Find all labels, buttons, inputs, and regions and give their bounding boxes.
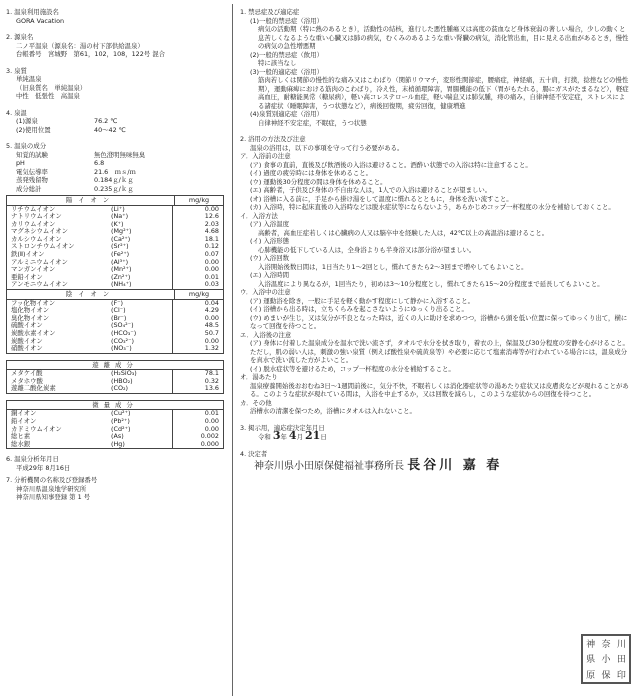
decider-office: 神奈川県小田原保健福祉事務所長 (254, 461, 404, 472)
ion-value: 50.7 (172, 330, 223, 338)
ion-value: 4.68 (172, 228, 223, 236)
column-divider (232, 4, 233, 696)
bathing-text: 浴槽水の清潔を保つため，浴槽にタオルは入れないこと。 (250, 407, 416, 415)
ion-name: 銅イオン (11, 409, 37, 418)
property-value: 0.184ｇ/ｋｇ (94, 176, 134, 184)
subsection-text: 病気の活動期（特に熱のあるとき），活動性の結核，進行した悪性腫瘍又は高度の貧血など身体衰弱の著しい場合，少しの動くと息苦しくなるような重い心臓又は肺の病気，むくみのあるような重い腎臓の病気，消化管出血，目に見える出血があるとき，慢性の病気の急性増悪期 (258, 25, 629, 50)
subsection-title: (4)泉質別適応症（浴用） (250, 110, 323, 118)
property-list (6, 151, 224, 194)
ion-name: 硫酸イオン (11, 321, 43, 330)
seal-character: 保 (601, 670, 611, 681)
ion-formula: (Mn²⁺) (111, 265, 132, 274)
ion-value: 0.002 (172, 433, 223, 441)
property-row (6, 176, 224, 185)
analysis-date: 平成29年 8月16日 (16, 463, 71, 472)
decider-name: 長谷川 嘉 春 (407, 458, 503, 473)
ion-value: 0.00 (172, 206, 223, 214)
ion-value: 2.03 (172, 221, 223, 229)
ion-formula: (Na⁺) (111, 212, 129, 221)
ion-value: 0.01 (172, 410, 223, 418)
source-name: 二ノ平温泉（源泉名：湯の村下部供給温泉） (16, 41, 144, 50)
ion-name: 炭酸イオン (11, 336, 43, 345)
bathing-method-section (240, 135, 630, 416)
bathing-item: (ウ) 入浴回数 (250, 254, 289, 262)
seal-character: 印 (616, 670, 626, 681)
ion-value: 1.32 (172, 345, 223, 353)
ion-name: ストロンチウムイオン (11, 242, 75, 251)
ion-name: マグネシウムイオン (11, 227, 69, 236)
subsection-text: 特に該当なし (258, 59, 297, 67)
lab-registration: 神奈川県知事登録 第 1 号 (16, 493, 91, 502)
bathing-item: (イ) 過度の疲労時には身体を休めること。 (250, 169, 373, 177)
subsection-text: 自律神経不安定症，不眠症，うつ状態 (258, 118, 367, 127)
composition-section (6, 142, 224, 449)
bathing-text: 高齢者，高血圧症若しくは心臓病の人又は脳卒中を経験した人は，42℃以上の高温浴は避けること。 (258, 228, 549, 237)
ion-name: 遊離二酸化炭素 (11, 384, 56, 393)
ion-value: 0.00 (172, 338, 223, 346)
table-unit: mg/kg (188, 290, 210, 299)
bathing-heading: エ．入浴後の注意 (240, 330, 292, 339)
ion-name: アルミニウムイオン (11, 257, 68, 266)
date-unit: 日 (320, 433, 327, 441)
bathing-heading: カ．その他 (240, 398, 272, 407)
seal-character: 川 (616, 640, 626, 651)
ion-formula: (Sr²⁺) (111, 242, 129, 251)
property-row (6, 159, 224, 168)
ion-name: 総水銀 (11, 439, 31, 448)
bathing-item: (イ) 入浴形態 (250, 237, 289, 245)
ion-formula: (Mg²⁺) (111, 227, 132, 236)
ion-name: 総ヒ素 (11, 432, 31, 441)
indications-section (240, 8, 630, 127)
ion-name: メタホウ酸 (11, 376, 43, 385)
decider-section (240, 450, 630, 472)
quality-line: 中性 低張性 高温泉 (16, 92, 80, 100)
official-seal (581, 634, 631, 684)
subsection-title: (1)一般的禁忌症（浴用） (250, 16, 323, 25)
ion-name: リチウムイオン (11, 204, 56, 213)
ion-name: フッ化物イオン (11, 298, 56, 307)
ion-value: 0.01 (172, 274, 223, 282)
facility-title: 1. 温泉利用施設名 (6, 8, 59, 16)
bathing-title: 2. 浴用の方法及び注意 (240, 135, 306, 143)
property-value: 6.8 (94, 159, 105, 167)
source-section (6, 33, 224, 59)
temperature-section (6, 109, 224, 135)
table-row (7, 385, 223, 393)
bathing-intro: 温泉の浴用は，以下の事項を守って行う必要がある。 (250, 143, 404, 152)
ion-formula: (CO₃²⁻) (111, 336, 134, 345)
ion-name: カドミウムイオン (11, 424, 62, 433)
bathing-heading: ウ．入浴中の注意 (240, 288, 291, 296)
facility-name: GORA Vacation (16, 16, 65, 25)
analysis-date-title: 6. 温泉分析年月日 (6, 455, 59, 464)
property-row (6, 151, 224, 160)
date-year: 3 (272, 429, 281, 442)
table-header: 陽イオン (7, 196, 175, 205)
ion-name: 炭酸水素イオン (11, 328, 56, 337)
ion-value: 4.29 (172, 307, 223, 315)
decision-date-title: 3. 掲示用，適応症決定年月日 (240, 423, 325, 432)
table-row (7, 281, 223, 289)
analysis-date-section (6, 455, 224, 472)
ion-formula: (Fe²⁺) (111, 250, 130, 259)
ion-value: 0.12 (172, 243, 223, 251)
seal-character: 原 (586, 670, 596, 681)
trace-table (6, 400, 224, 449)
table-unit: mg/kg (188, 196, 210, 204)
composition-title: 5. 温泉の成分 (6, 142, 47, 150)
bathing-item: (ウ) めまいが生じ，又は気分が不良となった時は，近くの人に助けを求めつつ，浴槽から頭を低い位置に保ってゆっくり出て，横になって回復を待つこと。 (250, 313, 628, 330)
decision-date-section (240, 424, 630, 442)
temp-value: 76.2 ℃ (94, 117, 118, 125)
ion-value: 0.000 (172, 441, 223, 449)
ion-formula: (H₂SiO₃) (111, 369, 137, 378)
decider-title: 4. 決定者 (240, 449, 268, 458)
table-header: 微量成分 (7, 401, 223, 411)
bathing-item: (イ) 浴槽から出る時は，立ちくらみを起こさないようにゆっくり出ること。 (250, 305, 468, 313)
property-label: 成分総計 (16, 184, 42, 193)
lab-title: 7. 分析機関の名称及び登録番号 (6, 476, 98, 485)
seal-character: 県 (586, 655, 596, 666)
bathing-item: (エ) 入浴時間 (250, 271, 289, 279)
ion-name: 鉄(Ⅱ)イオン (11, 250, 45, 259)
ion-formula: (NH₄⁺) (111, 280, 132, 289)
decision-date (240, 429, 630, 442)
bathing-text: 温泉療養開始後おおむね3日～1週間前後に，気分不快，不眠若しくは消化器症状等の湯あたり症状又は皮膚炎などが現れることがある。このような症状が現れている間は，入浴を中止するか，又は回数を減らし，このような症状からの回復を待つこと。 (250, 381, 629, 398)
seal-character: 田 (616, 655, 626, 666)
property-label: 電気伝導率 (16, 167, 48, 176)
undissociated-table (6, 360, 224, 394)
ion-formula: (Zn²⁺) (111, 272, 131, 281)
date-day: 21 (305, 429, 321, 442)
bathing-item: (ア) 食事の直前，直後及び飲酒後の入浴は避けること。酒酔い状態での入浴は特に注意すること。 (250, 160, 532, 169)
ion-formula: (F⁻) (111, 298, 124, 307)
property-value: 0.235ｇ/ｋｇ (94, 184, 134, 193)
ion-value: 0.32 (172, 378, 223, 386)
property-row (6, 185, 224, 194)
property-label: pH (16, 159, 25, 167)
ion-value: 0.00 (172, 315, 223, 323)
bathing-item: (ア) 運動浴を除き，一般に手足を軽く動かす程度にして静かに入浴すること。 (250, 296, 475, 305)
temp-value: 40～42 ℃ (94, 125, 126, 134)
bathing-item: (ウ) 運動後30分程度の間は身体を休めること。 (250, 177, 387, 186)
subsection-title: (3)一般的適応症（浴用） (250, 67, 323, 76)
property-value: 無色澄明無味無臭 (94, 150, 146, 159)
right-column (240, 8, 630, 480)
bathing-heading: イ．入浴方法 (240, 211, 278, 220)
bathing-item: (カ) 入浴時，特に起床直後の入浴時などは脱水症状等にならないよう，あらかじめコップ一杯程度の水分を補給しておくこと。 (250, 203, 615, 211)
property-label: 蒸発残留物 (16, 176, 48, 184)
property-value: 21.6 ｍｓ/ｍ (94, 167, 136, 176)
ion-value: 0.00 (172, 418, 223, 426)
ion-formula: (SO₄²⁻) (111, 321, 134, 330)
ion-formula: (K⁺) (111, 219, 124, 228)
subsection-title: (2)一般的禁忌症（飲用） (250, 50, 323, 59)
ion-value: 48.5 (172, 322, 223, 330)
ion-name: 硝酸イオン (11, 344, 43, 353)
indications-title: 1. 禁忌症及び適応症 (240, 8, 300, 16)
date-unit: 月 (296, 433, 303, 441)
lab-name: 神奈川県温泉地学研究所 (16, 484, 87, 493)
lab-section (6, 476, 224, 502)
quality-line: 単純温泉 (16, 75, 42, 83)
ion-name: ナトリウムイオン (11, 212, 62, 221)
table-row (7, 345, 223, 353)
ion-formula: (HCO₃⁻) (111, 328, 137, 337)
temperature-title: 4. 泉温 (6, 108, 27, 117)
bathing-item: (イ) 脱水症状等を避けるため，コップ一杯程度の水分を補給すること。 (250, 364, 455, 373)
ion-formula: (Pb²⁺) (111, 417, 130, 426)
quality-title: 3. 泉質 (6, 66, 27, 75)
ion-value: 0.00 (172, 426, 223, 434)
ion-name: 臭化物イオン (11, 313, 50, 322)
date-unit: 年 (280, 433, 287, 441)
cation-table (6, 195, 224, 354)
ion-value: 12.6 (172, 213, 223, 221)
temp-label: (1)源泉 (16, 117, 38, 125)
ion-value: 0.04 (172, 300, 223, 308)
ion-value: 0.00 (172, 259, 223, 267)
seal-character: 神 (586, 640, 596, 651)
date-era: 令和 (258, 433, 271, 441)
source-register: 台帳番号 宮城野 第61，102，108，122号 混合 (16, 50, 166, 58)
ion-value: 0.00 (172, 266, 223, 274)
left-column (6, 8, 224, 510)
decider-signature (240, 458, 630, 473)
ion-name: アンモニウムイオン (11, 280, 68, 289)
ion-formula: (Hg) (111, 439, 125, 448)
bathing-item: (ア) 身体に付着した温泉成分を温水で洗い流さず，タオルで水分を拭き取り，着衣の上，保温及び30分程度の安静を心がけること。ただし，肌の弱い人は，刺激の強い泉質（例えば酸性泉や硫黄泉等）や必要に応じて塩素消毒等が行われている場合には，温泉成分を真水で洗い流した方がよいこと。 (250, 339, 629, 364)
seal-character: 奈 (601, 640, 611, 651)
ion-name: 塩化物イオン (11, 306, 50, 315)
ion-name: 亜鉛イオン (11, 272, 43, 281)
ion-name: カルシウムイオン (11, 234, 62, 243)
seal-character: 小 (601, 655, 611, 666)
table-row (7, 441, 223, 449)
ion-value: 78.1 (172, 370, 223, 378)
date-month: 4 (288, 429, 297, 442)
ion-formula: (NO₃⁻) (111, 344, 132, 353)
ion-name: メタケイ酸 (11, 369, 43, 378)
ion-formula: (Cd²⁺) (111, 424, 131, 433)
temp-label: (2)使用位置 (16, 125, 51, 134)
ion-formula: (Al³⁺) (111, 257, 129, 266)
ion-formula: (Ca²⁺) (111, 234, 131, 243)
quality-line: （旧泉質名 単純温泉） (16, 83, 87, 92)
ion-name: 鉛イオン (11, 417, 37, 426)
bathing-heading: オ．湯あたり (240, 373, 278, 381)
table-header: 陰イオン (7, 290, 175, 299)
ion-formula: (Li⁺) (111, 204, 125, 213)
bathing-text: 入浴開始後数日間は，1日当たり1～2回とし，慣れてきたら2～3回まで増やしてもよいこと。 (258, 262, 528, 271)
ion-formula: (CO₂) (111, 384, 129, 393)
ion-value: 18.1 (172, 236, 223, 244)
property-row (6, 168, 224, 177)
ion-formula: (As) (111, 432, 124, 441)
ion-formula: (HBO₂) (111, 376, 133, 385)
bathing-item: (エ) 高齢者，子供及び身体の不自由な人は，1人での入浴は避けることが望ましい。 (250, 186, 492, 194)
ion-name: カリウムイオン (11, 219, 56, 228)
bathing-text: 入浴温度により異なるが，1回当たり，初めは3～10分程度とし，慣れてきたら15～20分程度まで延長してもよいこと。 (258, 279, 604, 288)
ion-formula: (Cl⁻) (111, 306, 126, 315)
ion-name: マンガンイオン (11, 265, 56, 274)
subsection-text: 筋肉若しくは関節の慢性的な痛み又はこわばり（関節リウマチ，変形性関節症，腰痛症，神経痛，五十肩，打撲，捻挫などの慢性期），運動麻痺における筋肉のこわばり，冷え性，末梢循環障害，胃腸機能の低下（胃がもたれる，腸にガスがたまるなど），軽症高血圧，耐糖能異常（糖尿病），軽い高コレステロール血症，軽い喘息又は肺気腫，痔の痛み，自律神経不安定症，ストレスによる諸症状（睡眠障害，うつ状態など），病後回復期，疲労回復，健康増進 (258, 76, 629, 110)
bathing-item: (ア) 入浴温度 (250, 220, 289, 228)
table-header: 遊離成分 (7, 361, 223, 371)
ion-value: 0.03 (172, 281, 223, 289)
bathing-item: (オ) 浴槽に入る前に，手足から掛け湯をして温度に慣れるとともに，身体を洗い流すこと。 (250, 194, 513, 203)
property-label: 知覚的試験 (16, 150, 48, 159)
ion-value: 0.07 (172, 251, 223, 259)
bathing-text: 心肺機能の低下している人は，全身浴よりも半身浴又は部分浴が望ましい。 (258, 245, 476, 254)
ion-formula: (Br⁻) (111, 313, 127, 322)
ion-value: 13.6 (172, 385, 223, 393)
source-title: 2. 源泉名 (6, 33, 34, 41)
facility-section (6, 8, 224, 25)
bathing-heading: ア．入浴前の注意 (240, 152, 291, 160)
ion-formula: (Cu²⁺) (111, 409, 131, 418)
quality-section (6, 67, 224, 101)
